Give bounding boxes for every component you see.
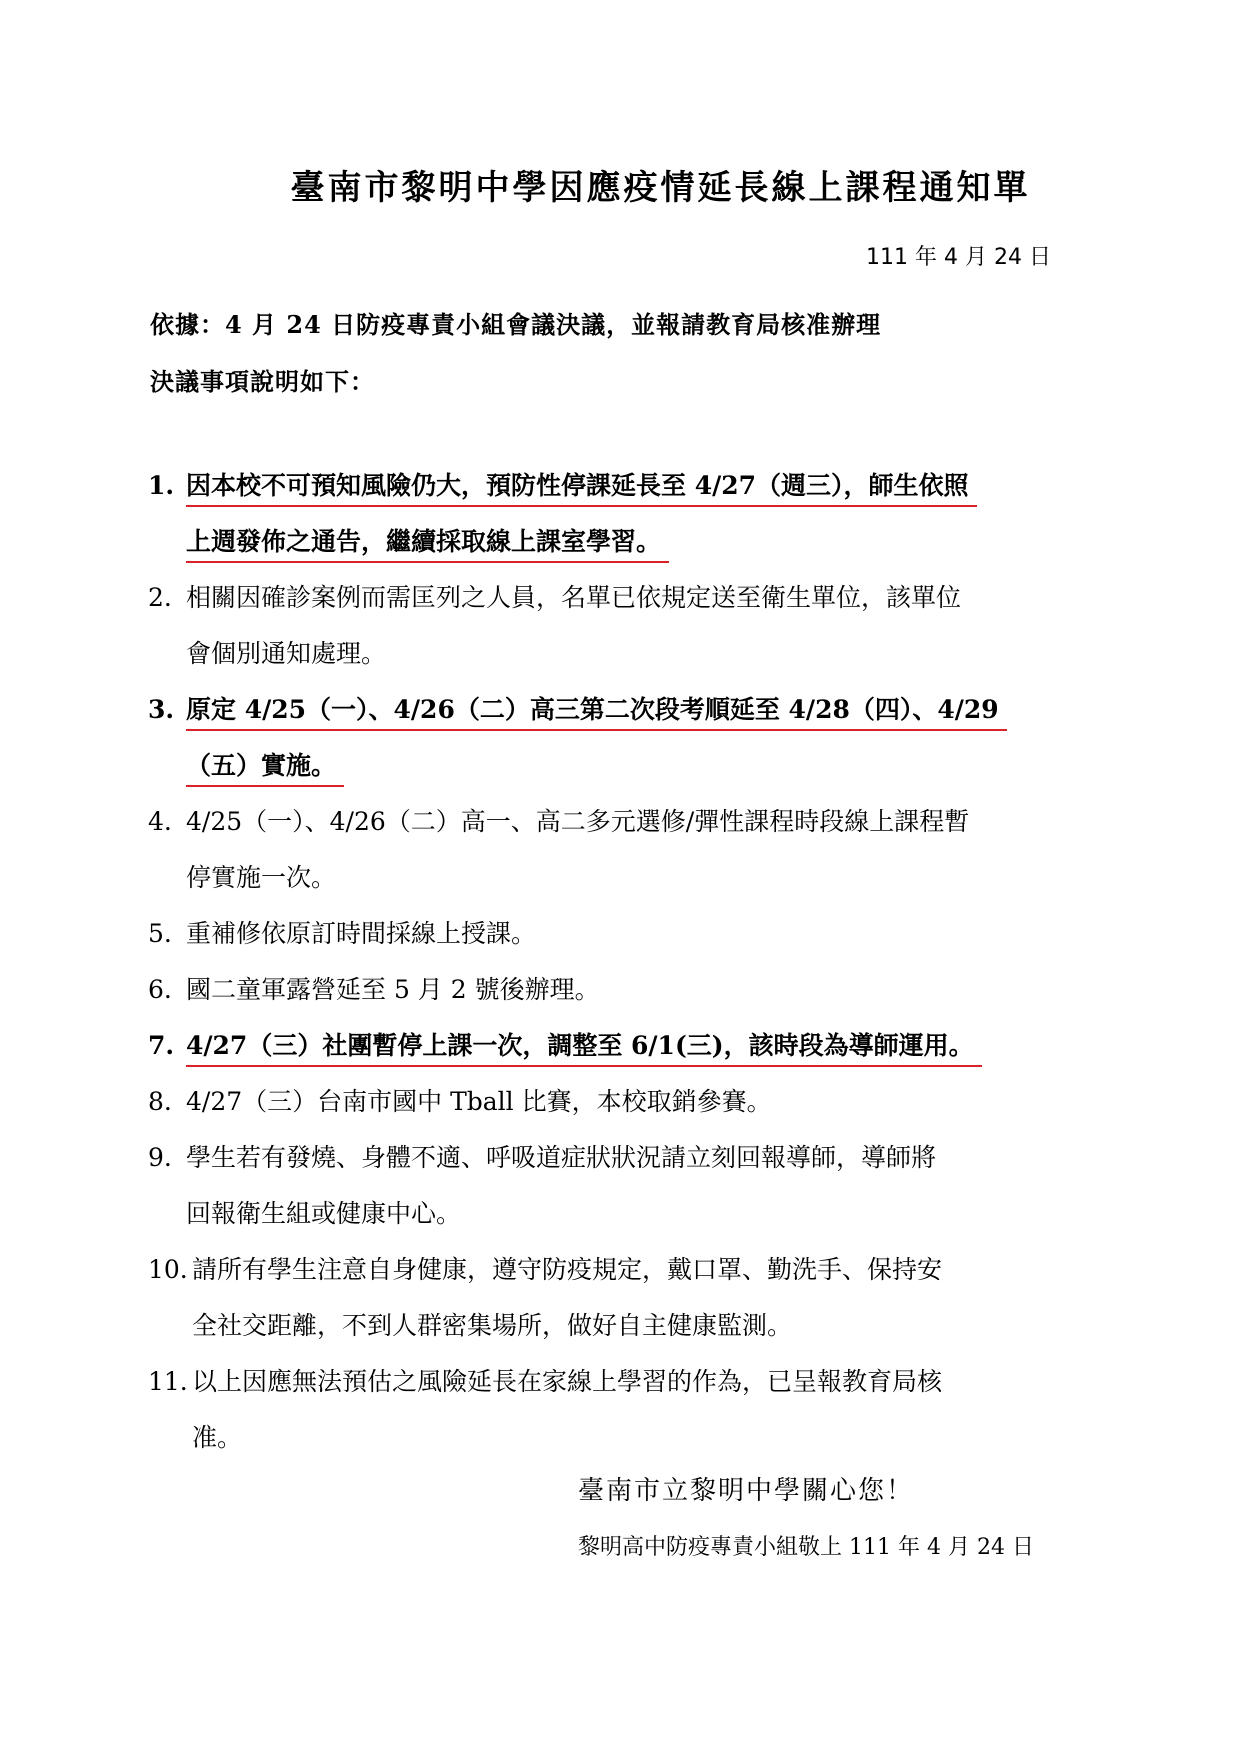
list-item xyxy=(148,1074,1093,1130)
item-text: 4/27（三）社團暫停上課一次，調整至 6/1(三)，該時段為導師運用。 xyxy=(186,1029,982,1067)
item-number: 3. xyxy=(148,695,175,724)
item-text: 4/25（一）、4/26（二）高一、高二多元選修/彈性課程時段線上課程暫 xyxy=(186,807,970,836)
item-text: 全社交距離，不到人群密集場所，做好自主健康監測。 xyxy=(192,1311,793,1340)
item-number: 4. xyxy=(148,807,172,836)
item-number: 1. xyxy=(148,471,175,500)
basis-statement: 依據：4 月 24 日防疫專責小組會議決議，並報請教育局核准辦理 xyxy=(150,310,882,339)
item-number: 7. xyxy=(148,1031,175,1060)
page-title: 臺南市黎明中學因應疫情延長線上課程通知單 xyxy=(290,168,1031,208)
item-text: 原定 4/25（一）、4/26（二）高三第二次段考順延至 4/28（四）、4/29 xyxy=(186,693,1007,731)
list-item xyxy=(148,794,1093,906)
item-text: 因本校不可預知風險仍大，預防性停課延長至 4/27（週三），師生依照 xyxy=(186,469,977,507)
item-text: 上週發佈之通告，繼續採取線上課室學習。 xyxy=(186,525,669,563)
item-text: 4/27（三）台南市國中 Tball 比賽，本校取銷參賽。 xyxy=(186,1087,772,1116)
item-number: 9. xyxy=(148,1143,172,1172)
list-item xyxy=(148,1354,1093,1466)
closing-greeting: 臺南市立黎明中學關心您！ xyxy=(578,1476,915,1506)
list-item xyxy=(148,962,1093,1018)
item-text: 學生若有發燒、身體不適、呼吸道症狀狀況請立刻回報導師，導師將 xyxy=(186,1143,937,1172)
item-number: 11. xyxy=(148,1367,188,1396)
item-text: 重補修依原訂時間採線上授課。 xyxy=(186,919,537,948)
signature-line: 黎明高中防疫專責小組敬上 111 年 4 月 24 日 xyxy=(578,1535,1034,1560)
item-text: 回報衛生組或健康中心。 xyxy=(186,1199,462,1228)
list-item xyxy=(148,682,1093,794)
list-item xyxy=(148,1242,1093,1354)
list-item xyxy=(148,1018,1093,1074)
item-text: 會個別通知處理。 xyxy=(186,639,387,668)
resolution-list xyxy=(148,458,1093,1466)
list-item xyxy=(148,906,1093,962)
item-number: 2. xyxy=(148,583,172,612)
list-item xyxy=(148,570,1093,682)
item-text: 停實施一次。 xyxy=(186,863,337,892)
item-text: （五）實施。 xyxy=(186,749,344,787)
item-number: 10. xyxy=(148,1255,188,1284)
item-text: 以上因應無法預估之風險延長在家線上學習的作為，已呈報教育局核 xyxy=(192,1367,943,1396)
list-item xyxy=(148,1130,1093,1242)
item-text: 相關因確診案例而需匡列之人員，名單已依規定送至衛生單位，該單位 xyxy=(186,583,962,612)
list-item xyxy=(148,458,1093,570)
resolution-heading: 決議事項說明如下： xyxy=(150,367,375,396)
item-text: 國二童軍露營延至 5 月 2 號後辦理。 xyxy=(186,975,600,1004)
item-text: 請所有學生注意自身健康，遵守防疫規定，戴口罩、勤洗手、保持安 xyxy=(192,1255,943,1284)
item-number: 5. xyxy=(148,919,172,948)
item-text: 准。 xyxy=(192,1423,243,1452)
item-number: 6. xyxy=(148,975,172,1004)
item-number: 8. xyxy=(148,1087,172,1116)
issue-date: 111 年 4 月 24 日 xyxy=(866,245,1051,270)
